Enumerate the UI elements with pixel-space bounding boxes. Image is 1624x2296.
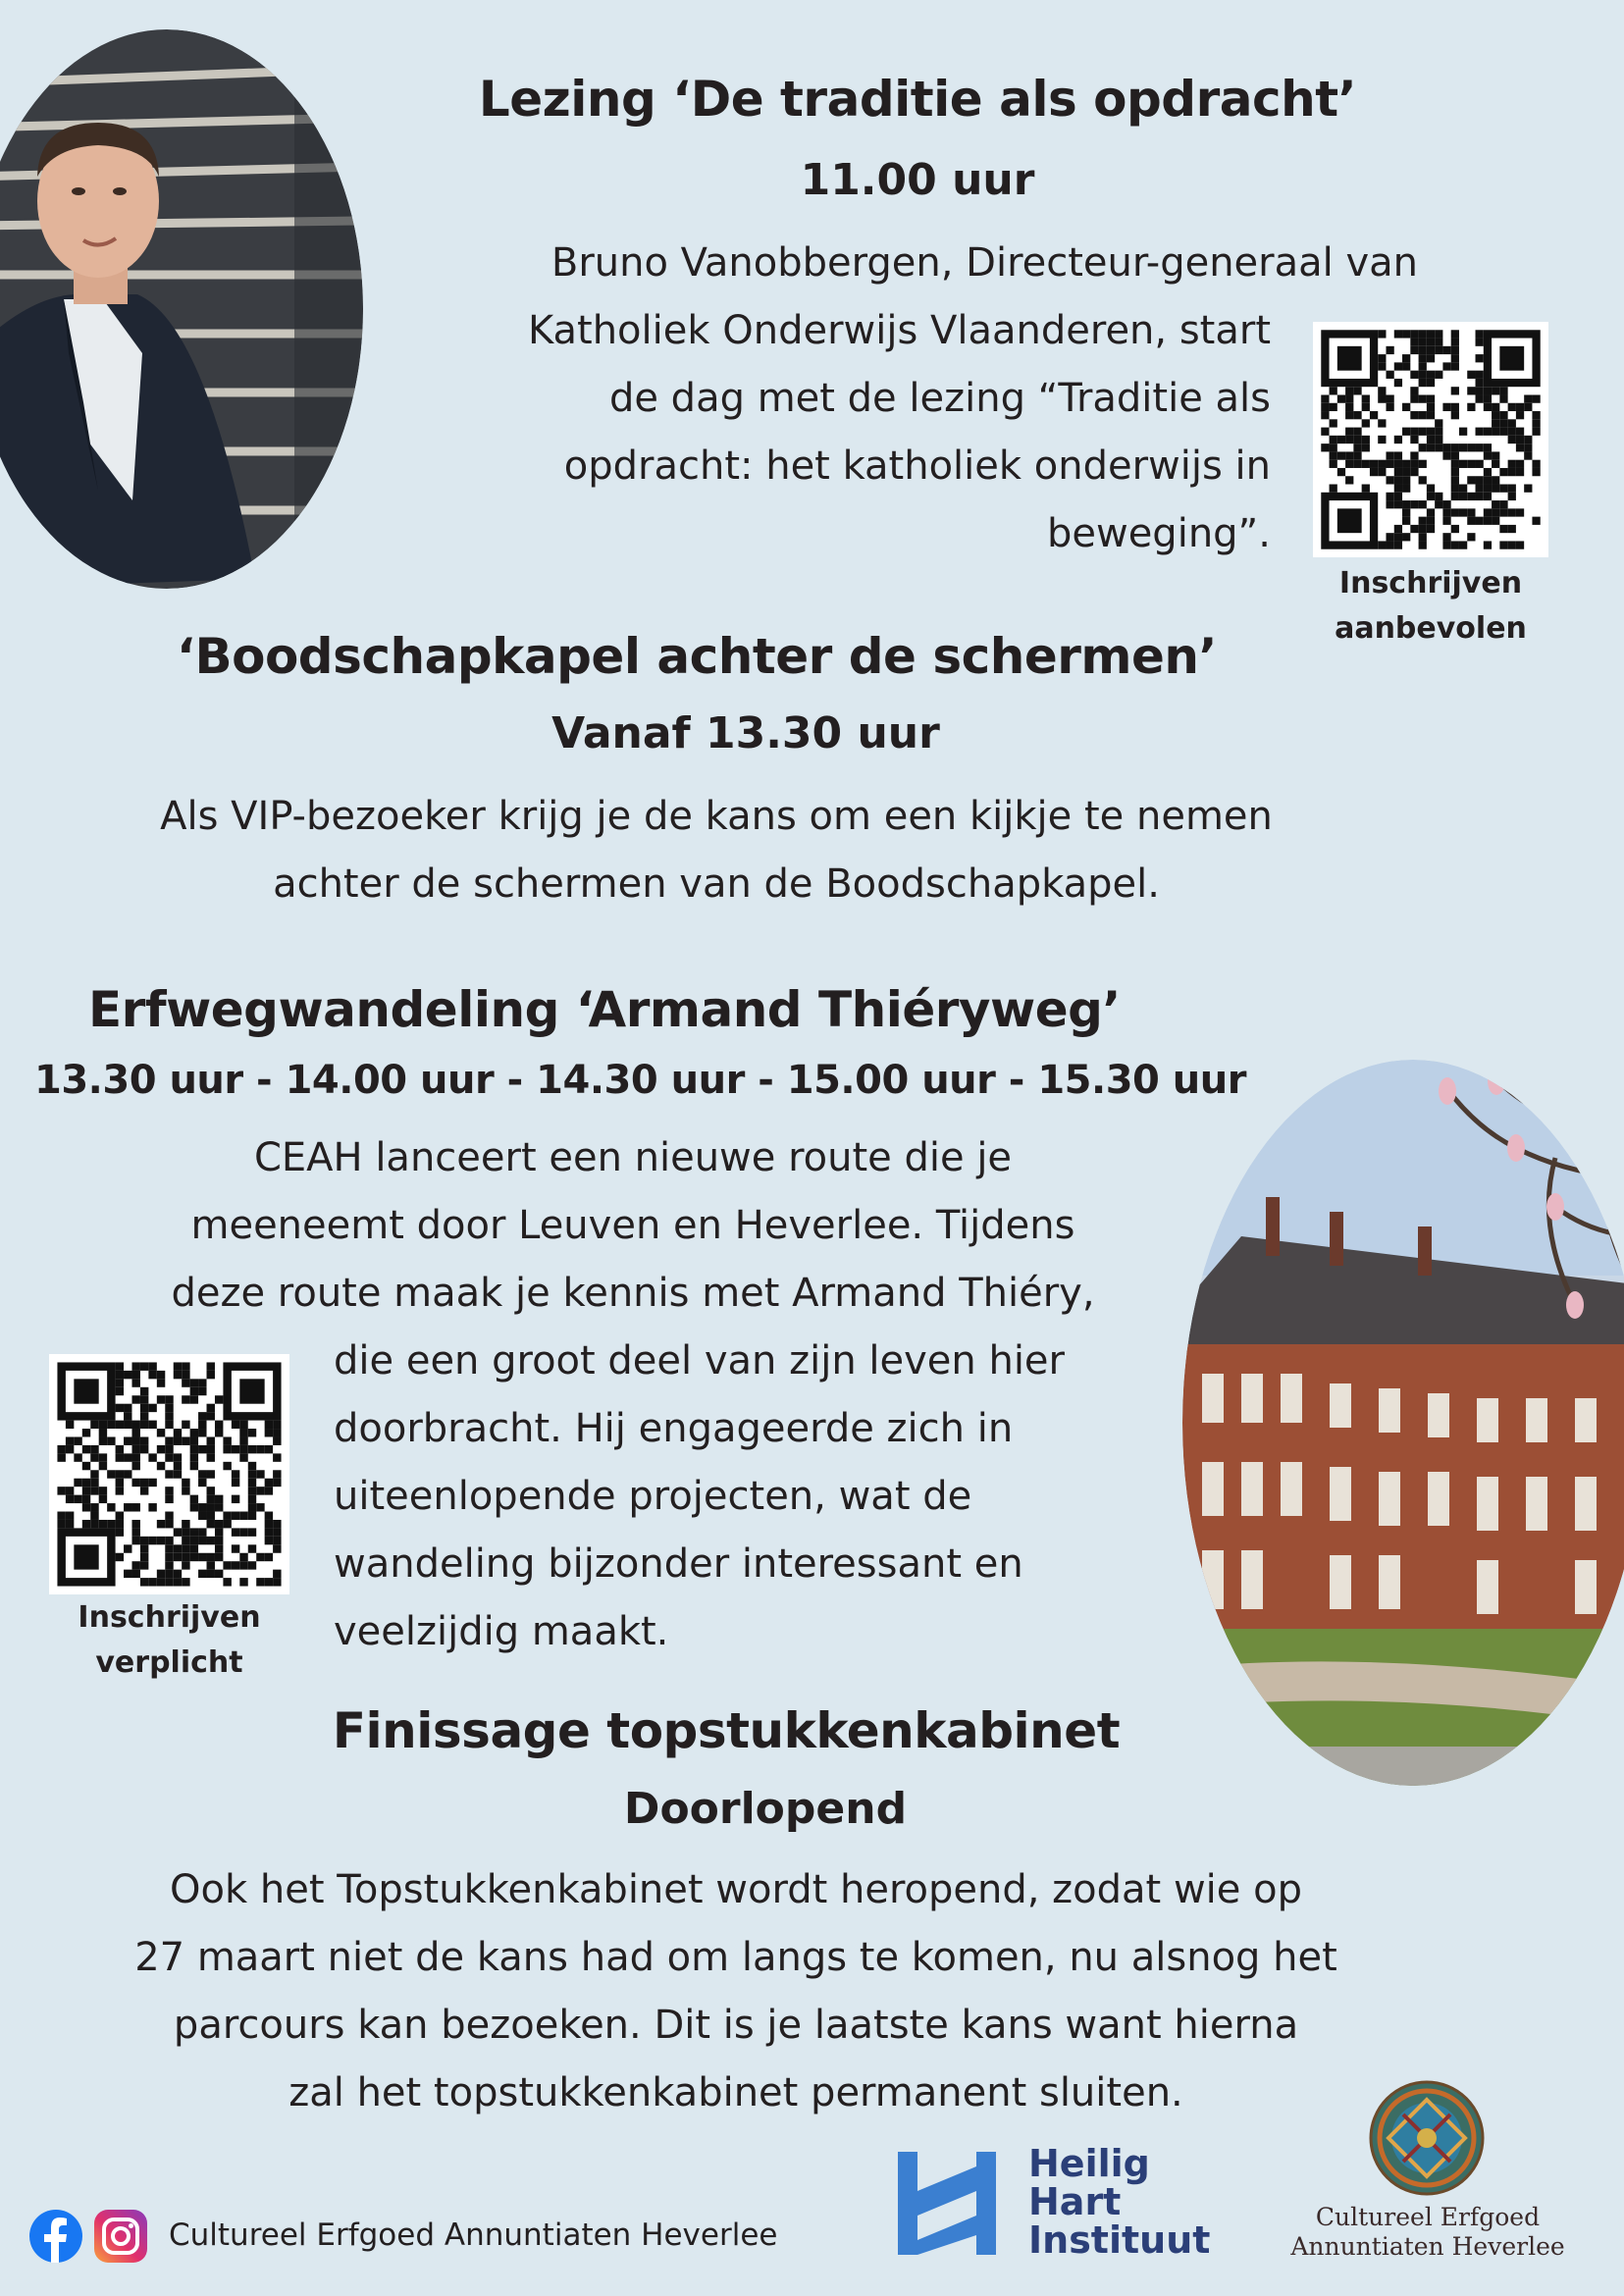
ceah-logo-text [1281,2203,1575,2262]
erfweg-line: wandeling bijzonder interessant en [334,1541,1023,1587]
boodschap-line: achter de schermen van de Boodschapkapel. [273,861,1160,907]
finissage-line: zal het topstukkenkabinet permanent sluiten. [288,2070,1183,2115]
finissage-line: parcours kan bezoeken. Dit is je laatste kans want hierna [173,2003,1299,2048]
hhi-logo-line: Instituut [1028,2218,1211,2262]
social-account-name[interactable]: Cultureel Erfgoed Annuntiaten Heverlee [169,2218,778,2253]
qr-code-graphic [1313,322,1548,557]
erfweg-line: CEAH lanceert een nieuwe route die je [253,1135,1013,1180]
finissage-line: 27 maart niet de kans had om langs te komen, nu alsnog het [134,1935,1337,1980]
erfweg-line: veelzijdig maakt. [334,1609,669,1654]
finissage-line: Ook het Topstukkenkabinet wordt heropend, zodat wie op [170,1867,1302,1912]
qr-label-line: Inschrijven [78,1600,261,1635]
hhi-logo-line: Hart [1028,2180,1122,2223]
speaker-photo [0,29,363,589]
erfweg-title: Erfwegwandeling ‘Armand Thiéryweg’ [88,981,1121,1038]
lecture-time: 11.00 uur [800,155,1035,205]
boodschap-line: Als VIP-bezoeker krijg je de kans om een kijkje te nemen [160,794,1273,839]
lecture-qr-label [1293,561,1568,652]
lecture-title: Lezing ‘De traditie als opdracht’ [478,71,1357,128]
erfweg-description [79,1124,1187,1328]
erfweg-times: 13.30 uur - 14.00 uur - 14.30 uur - 15.00 uur - 15.30 uur [34,1058,1246,1103]
boodschap-time: Vanaf 13.30 uur [551,708,940,758]
lecture-line: opdracht: het katholiek onderwijs in [563,444,1271,489]
lecture-description-cont [373,297,1271,568]
finissage-time: Doorlopend [623,1784,908,1834]
ceah-logo-emblem [1369,2080,1485,2196]
facebook-icon[interactable] [29,2210,82,2263]
instagram-icon[interactable] [94,2210,147,2263]
erfweg-line: meeneemt door Leuven en Heverlee. Tijdens [190,1203,1075,1248]
erfweg-line: doorbracht. Hij engageerde zich in [334,1406,1014,1451]
boodschap-title: ‘Boodschapkapel achter de schermen’ [177,628,1217,685]
hhi-logo-mark [893,2147,1001,2260]
ceah-logo-line: Cultureel Erfgoed [1315,2203,1541,2231]
ceah-logo-line: Annuntiaten Heverlee [1290,2232,1565,2261]
hhi-logo-line: Heilig [1028,2142,1150,2185]
boodschap-description [59,783,1374,918]
erfweg-qr-code[interactable] [49,1354,289,1594]
lecture-line: de dag met de lezing “Traditie als [608,376,1271,421]
lecture-line: beweging”. [1046,511,1271,556]
lecture-description [373,230,1418,297]
erfweg-qr-label [34,1595,304,1686]
finissage-title: Finissage topstukkenkabinet [332,1702,1121,1759]
hhi-logo [893,2142,1217,2265]
lecture-line: Katholiek Onderwijs Vlaanderen, start [527,308,1271,353]
erfweg-line: die een groot deel van zijn leven hier [334,1338,1065,1383]
erfweg-line: deze route maak je kennis met Armand Thiéry, [171,1271,1095,1316]
qr-label-line: verplicht [95,1645,243,1680]
building-photo [1182,1060,1624,1786]
erfweg-line: uiteenlopende projecten, wat de [334,1474,972,1519]
lecture-line: Bruno Vanobbergen, Directeur-generaal van [550,240,1418,286]
qr-code-graphic [49,1354,289,1594]
erfweg-description-cont [334,1328,1197,1666]
qr-label-line: aanbevolen [1335,611,1527,646]
lecture-qr-code[interactable] [1313,322,1548,557]
finissage-description [39,1856,1433,2127]
qr-label-line: Inschrijven [1338,566,1523,600]
